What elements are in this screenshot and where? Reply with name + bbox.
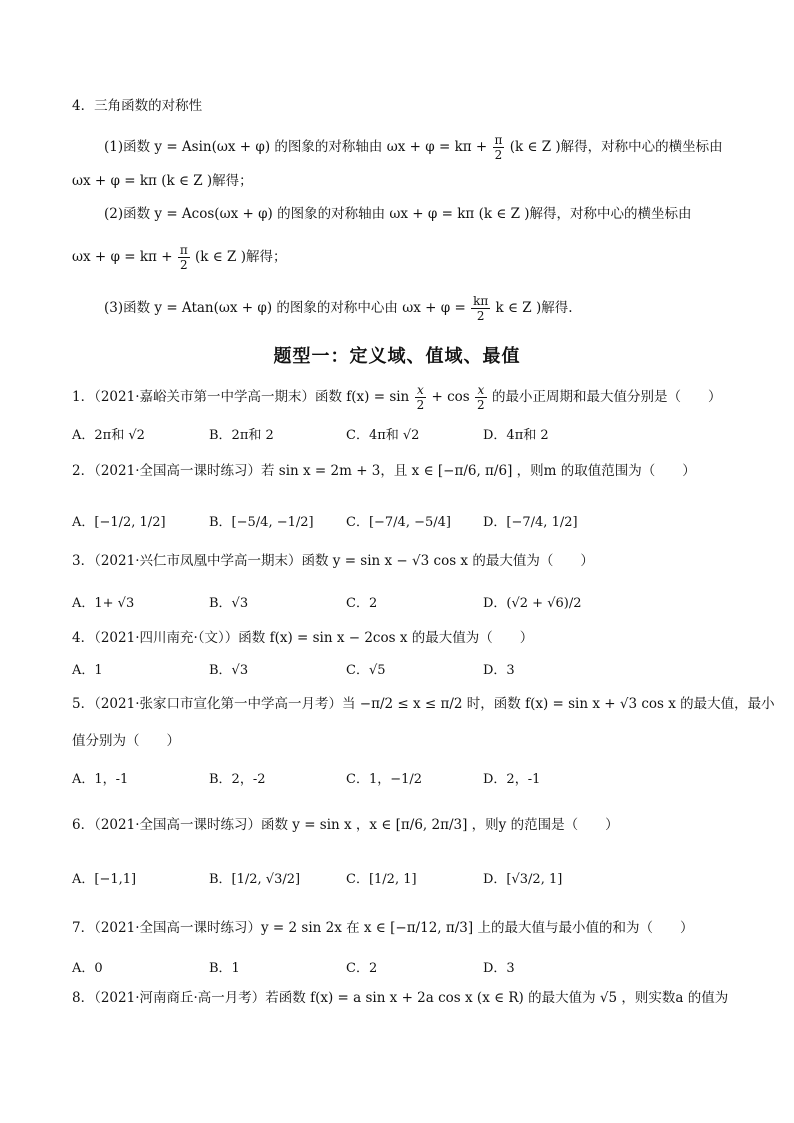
option-b[interactable]: B．1 xyxy=(209,961,240,976)
option-a[interactable]: A．1，-1 xyxy=(72,772,129,787)
option-b[interactable]: B．2，-2 xyxy=(209,772,266,787)
option-d[interactable]: D．3 xyxy=(483,663,515,678)
question-8: 8．（2021·河南商丘·高一月考）若函数 f(x) = a sin x + 2a cos x (x ∈ R) 的最大值为 √5 ，则实数a 的值为 xyxy=(72,990,729,1006)
frac-num: π xyxy=(494,133,503,147)
q2-stem-a: 2．（2021·全国高一课时练习）若 sin x = 2m + 3，且 x ∈ xyxy=(72,463,434,479)
section-heading: 4．三角函数的对称性 xyxy=(72,98,203,114)
option-b[interactable]: B．√3 xyxy=(209,596,249,611)
q1-stem-a: 1．（2021·嘉峪关市第一中学高一期末）函数 f(x) = sin xyxy=(72,389,410,405)
frac-den: 2 xyxy=(416,398,425,412)
q2-range: [−π/6, π/6] xyxy=(437,463,513,479)
option-b[interactable]: B．[−5/4, −1/2] xyxy=(209,515,314,530)
p1-text-b: (k ∈ Z )解得，对称中心的横坐标由 xyxy=(509,139,723,155)
q1-stem-b: + cos xyxy=(431,389,470,405)
q7-stem-b: 上的最大值与最小值的和为（ ） xyxy=(477,920,694,936)
pi-over-2-fraction xyxy=(178,243,190,272)
question-3: 3．（2021·兴仁市凤凰中学高一期末）函数 y = sin x − √3 cos x 的最大值为（ ） xyxy=(72,553,594,569)
paragraph-1 xyxy=(104,133,734,162)
q6-stem-b: ，则y 的范围是（ ） xyxy=(471,817,619,833)
option-d[interactable]: D．(√2 + √6)/2 xyxy=(483,596,582,611)
p2-text-b: ωx + φ = kπ + xyxy=(72,249,173,265)
q7-range: [−π/12, π/3] xyxy=(390,920,474,936)
frac-num: x xyxy=(475,383,487,398)
q2-stem-b: ，则m 的取值范围为（ ） xyxy=(516,463,696,479)
paragraph-1-cont: ωx + φ = kπ (k ∈ Z )解得； xyxy=(72,173,253,189)
option-a[interactable]: A．1 xyxy=(72,663,103,678)
p3-text-a: (3)函数 y = Atan(ωx + φ) 的图象的对称中心由 ωx + φ = xyxy=(104,300,466,316)
option-d[interactable]: D．[√3/2, 1] xyxy=(483,872,563,887)
q1-options xyxy=(72,424,732,443)
q6-options xyxy=(72,868,732,887)
question-4: 4．（2021·四川南充·（文））函数 f(x) = sin x − 2cos x 的最大值为（ ） xyxy=(72,630,534,646)
p3-text-b: k ∈ Z )解得. xyxy=(495,300,573,316)
paragraph-2-cont xyxy=(72,243,734,272)
frac-num: x xyxy=(415,383,427,398)
x-over-2-fraction xyxy=(475,383,487,412)
option-c[interactable]: C．4π和 √2 xyxy=(346,428,420,443)
p1-text-a: (1)函数 y = Asin(ωx + φ) 的图象的对称轴由 ωx + φ = kπ + xyxy=(104,139,488,155)
paragraph-3 xyxy=(104,294,734,323)
frac-num: π xyxy=(179,243,188,257)
option-a[interactable]: A．2π和 √2 xyxy=(72,428,145,443)
question-1 xyxy=(72,383,734,412)
option-d[interactable]: D．2，-1 xyxy=(483,772,541,787)
q7-stem-a: 7．（2021·全国高一课时练习）y = 2 sin 2x 在 x ∈ xyxy=(72,920,386,936)
option-a[interactable]: A．[−1/2, 1/2] xyxy=(72,515,166,530)
section-title: 题型一：定义域、值域、最值 xyxy=(273,346,521,367)
option-b[interactable]: B．2π和 2 xyxy=(209,428,274,443)
question-5-cont: 值分别为（ ） xyxy=(72,733,180,749)
frac-den: 2 xyxy=(477,398,485,412)
frac-den: 2 xyxy=(179,258,188,272)
option-d[interactable]: D．3 xyxy=(483,961,515,976)
option-b[interactable]: B．[1/2, √3/2] xyxy=(209,872,301,887)
option-d[interactable]: D．4π和 2 xyxy=(483,428,549,443)
option-a[interactable]: A．0 xyxy=(72,961,103,976)
q6-range: [π/6, 2π/3] xyxy=(395,817,468,833)
option-c[interactable]: C．√5 xyxy=(346,663,386,678)
option-c[interactable]: C．1，−1/2 xyxy=(346,772,423,787)
option-c[interactable]: C．2 xyxy=(346,961,378,976)
frac-den: 2 xyxy=(476,309,485,323)
x-over-2-fraction xyxy=(415,383,427,412)
q7-options xyxy=(72,957,732,976)
q6-stem-a: 6．（2021·全国高一课时练习）函数 y = sin x ，x ∈ xyxy=(72,817,392,833)
frac-num: kπ xyxy=(473,294,489,308)
pi-over-2-fraction xyxy=(493,133,505,162)
q2-options xyxy=(72,511,732,530)
q5-options xyxy=(72,768,732,787)
question-6 xyxy=(72,815,734,835)
option-a[interactable]: A．[−1,1] xyxy=(72,872,137,887)
option-d[interactable]: D．[−7/4, 1/2] xyxy=(483,515,578,530)
option-c[interactable]: C．2 xyxy=(346,596,378,611)
paragraph-2: (2)函数 y = Acos(ωx + φ) 的图象的对称轴由 ωx + φ = kπ (k ∈ Z )解得，对称中心的横坐标由 xyxy=(104,206,692,222)
q4-options xyxy=(72,659,732,678)
q3-options xyxy=(72,592,732,611)
kpi-over-2-fraction xyxy=(471,294,490,323)
question-5: 5．（2021·张家口市宣化第一中学高一月考）当 −π/2 ≤ x ≤ π/2 时，函数 f(x) = sin x + √3 cos x 的最大值，最小 xyxy=(72,696,775,712)
question-7 xyxy=(72,918,734,938)
option-b[interactable]: B．√3 xyxy=(209,663,249,678)
p2-text-c: (k ∈ Z )解得； xyxy=(195,249,287,265)
frac-den: 2 xyxy=(494,148,503,162)
q1-stem-c: 的最小正周期和最大值分别是（ ） xyxy=(491,389,722,405)
option-c[interactable]: C．[−7/4, −5/4] xyxy=(346,515,451,530)
option-c[interactable]: C．[1/2, 1] xyxy=(346,872,417,887)
option-a[interactable]: A．1+ √3 xyxy=(72,596,135,611)
question-2 xyxy=(72,461,734,481)
